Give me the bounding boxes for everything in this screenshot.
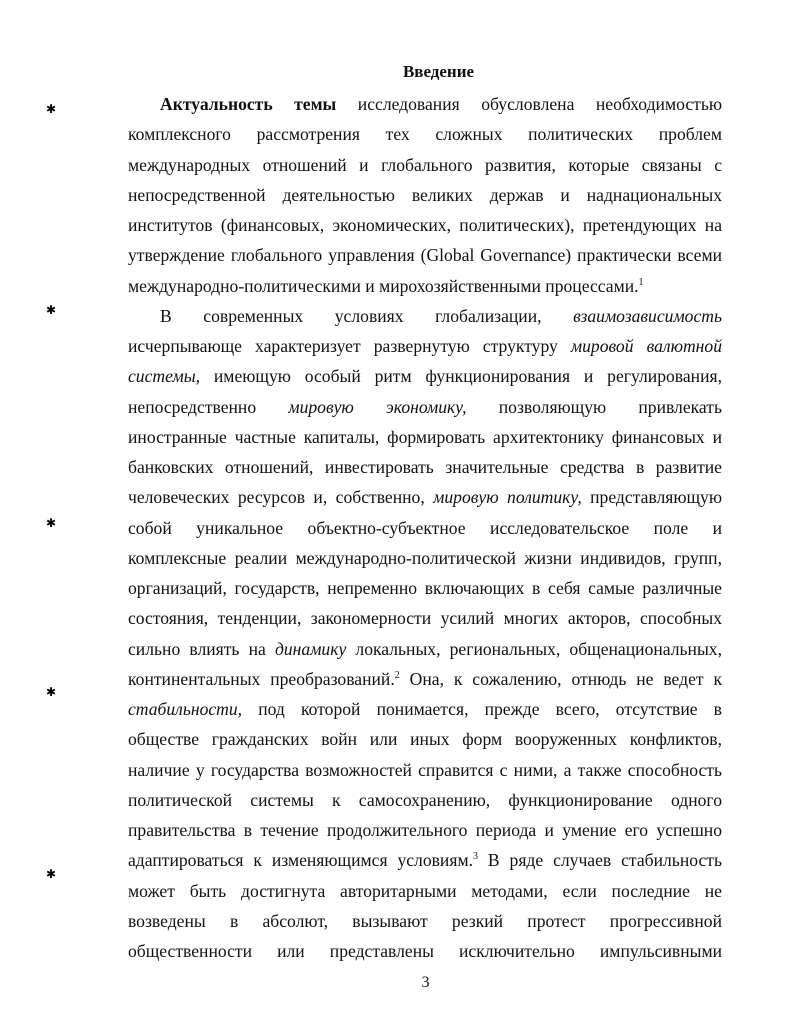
text-run: континентальных преобразований. — [128, 668, 395, 689]
footnote-ref[interactable]: 2 — [394, 669, 400, 681]
text-line — [128, 789, 722, 811]
italic-text: мировой валютной — [570, 336, 723, 356]
text-line — [128, 880, 722, 902]
text-line — [128, 819, 722, 841]
text-line — [128, 910, 722, 932]
text-run: исчерпывающе характеризует развернутую структуру — [128, 336, 571, 356]
text-line — [128, 577, 722, 599]
italic-text: мировую политику, — [433, 487, 582, 508]
margin-mark: ✱ — [46, 867, 57, 881]
margin-mark: ✱ — [46, 102, 57, 116]
text-run: В современных условиях глобализации, — [160, 305, 574, 326]
text-run: под которой понимается, прежде всего, отсутствие в — [242, 699, 722, 719]
text-run: человеческих ресурсов и, собственно, — [128, 487, 434, 508]
text-line — [160, 305, 722, 327]
text-line — [128, 486, 722, 508]
text-line — [128, 517, 722, 539]
text-run: политической системы к самосохранению, функционирование одного — [128, 789, 722, 810]
text-run: сильно влиять на — [128, 638, 275, 659]
text-run: может быть достигнута авторитарными методами, если последние не — [128, 880, 722, 901]
text-run: адаптироваться к изменяющимся условиям. — [128, 850, 473, 871]
text-run: правительства в течение продолжительного периода и умение его успешно — [128, 820, 722, 840]
margin-mark: ✱ — [46, 303, 57, 317]
text-line — [128, 365, 722, 387]
italic-text: стабильности, — [128, 699, 243, 719]
text-run: общественности или представлены исключительно импульсивными — [128, 941, 722, 961]
text-run: комплексные реалии международно-политической жизни индивидов, групп, — [128, 547, 722, 568]
text-run: исследования обусловлена необходимостью — [336, 94, 722, 114]
bold-text: Актуальность темы — [160, 94, 337, 114]
text-run: международно-политическими и мирохозяйственными процессами. — [128, 275, 639, 296]
italic-text: динамику — [274, 638, 347, 659]
margin-mark: ✱ — [46, 685, 57, 699]
text-run: непосредственно — [128, 396, 289, 417]
text-run: В ряде случаев стабильность — [477, 850, 722, 871]
text-run: организаций, государств, непременно включающих в себя самые различные — [128, 578, 722, 598]
margin-mark: ✱ — [46, 516, 57, 530]
text-line — [128, 123, 722, 145]
text-run: возведены в абсолют, вызывают резкий протест прогрессивной — [128, 910, 722, 931]
text-line — [128, 607, 722, 629]
text-run: имеющую особый ритм функционирования и регулирования, — [200, 366, 722, 387]
text-run: локальных, региональных, общенациональных, — [346, 638, 722, 659]
text-line — [128, 698, 722, 720]
text-line — [128, 728, 722, 750]
text-line — [128, 184, 722, 206]
text-run: утверждение глобального управления (Global Governance) практически всеми — [128, 245, 722, 266]
text-line — [128, 275, 722, 297]
text-run: собой уникальное объектно-субъектное исследовательское поле и — [128, 517, 722, 538]
text-line — [128, 426, 722, 448]
page-title: Введение — [402, 62, 475, 81]
text-run: непосредственной деятельностью великих держав и наднациональных — [128, 184, 722, 205]
text-run: позволяющую привлекать — [466, 396, 722, 417]
text-run: обществе гражданских войн или иных форм вооруженных конфликтов, — [128, 729, 722, 750]
text-line — [128, 940, 722, 962]
italic-text: взаимозависимость — [573, 305, 722, 326]
text-line — [128, 849, 722, 871]
text-run: комплексного рассмотрения тех сложных политических проблем — [128, 124, 722, 145]
text-line — [160, 93, 722, 115]
text-run: иностранные частные капиталы, формировать архитектонику финансовых и — [128, 426, 722, 447]
text-line — [128, 456, 722, 478]
text-line — [128, 547, 722, 569]
text-run: институтов (финансовых, экономических, политических), претендующих на — [128, 215, 722, 235]
text-line — [128, 668, 722, 690]
footnote-ref[interactable]: 3 — [472, 851, 478, 863]
italic-text: системы, — [128, 366, 201, 387]
text-line — [128, 759, 722, 781]
text-run: наличие у государства возможностей справится с ними, а также способность — [128, 759, 722, 780]
text-line — [128, 214, 722, 236]
text-run: банковских отношений, инвестировать значительные средства в развитие — [128, 457, 722, 477]
text-line — [128, 396, 722, 418]
italic-text: мировую экономику, — [288, 396, 467, 417]
text-line — [128, 638, 722, 660]
text-run: международных отношений и глобального развития, которые связаны с — [128, 154, 722, 175]
text-line — [128, 244, 722, 266]
text-run: представляющую — [581, 487, 722, 508]
text-line — [128, 154, 722, 176]
text-run: состояния, тенденции, закономерности усилий многих акторов, способных — [128, 608, 722, 629]
text-line — [128, 335, 722, 357]
text-run: Она, к сожалению, отнюдь не ведет к — [399, 668, 723, 689]
page-number: 3 — [421, 974, 430, 991]
footnote-ref[interactable]: 1 — [638, 276, 644, 288]
